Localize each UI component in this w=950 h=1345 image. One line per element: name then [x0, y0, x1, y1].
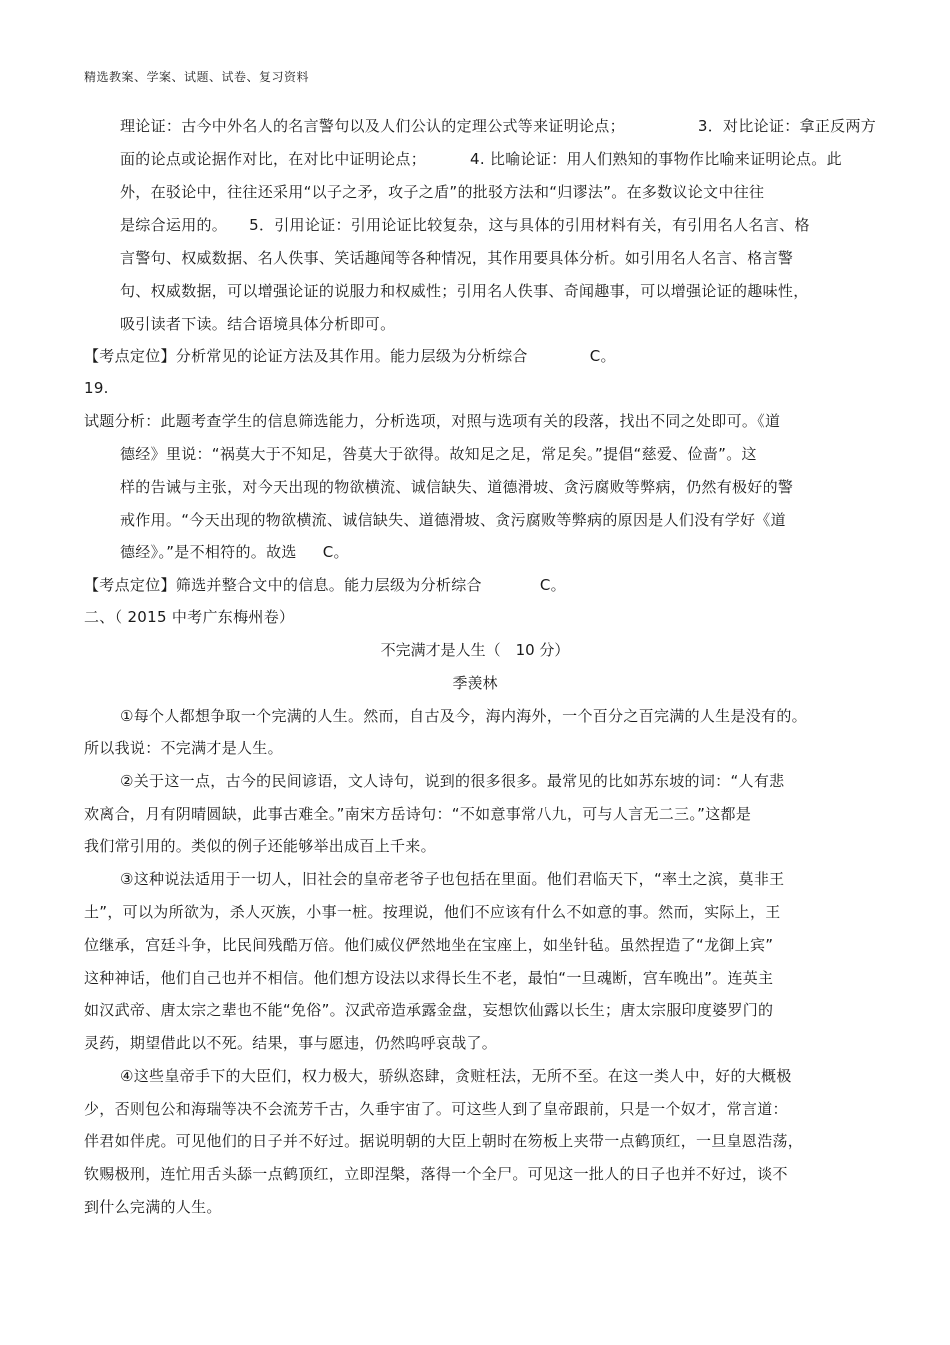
analysis-line: 德经》里说：“祸莫大于不知足，咎莫大于欲得。故知足之足，常足矣。”提倡“慈爱、俭啬”。这: [120, 445, 757, 463]
page-header: 精选教案、学案、试题、试卷、复习资料: [84, 70, 310, 84]
paragraph-line: 我们常引用的。类似的例子还能够举出成百上千来。: [84, 837, 436, 855]
paragraph-line: 钦赐极刑，连忙用舌头舔一点鹤顶红，立即涅槃，落得一个全尸。可见这一批人的日子也并不好过，谈不: [84, 1165, 788, 1183]
paragraph-line: ①每个人都想争取一个完满的人生。然而，自古及今，海内海外，一个百分之百完满的人生是没有的。: [120, 707, 807, 725]
section-heading: 二、（ 2015 中考广东梅州卷）: [84, 608, 295, 626]
analysis-line: 样的告诫与主张，对今天出现的物欲横流、诚信缺失、道德滑坡、贪污腐败等弊病，仍然有极好的警: [120, 478, 794, 496]
key-point-line: 【考点定位】筛选并整合文中的信息。能力层级为分析综合 C。: [84, 576, 566, 594]
analysis-line: 吸引读者下读。结合语境具体分析即可。: [120, 315, 396, 333]
paragraph-line: 所以我说：不完满才是人生。: [84, 739, 283, 757]
question-number: 19.: [84, 379, 109, 397]
analysis-line: 试题分析：此题考查学生的信息筛选能力，分析选项，对照与选项有关的段落，找出不同之处即可。《道: [84, 412, 781, 430]
analysis-line: 理论证：古今中外名人的名言警句以及人们公认的定理公式等来证明论点； 3．对比论证：拿正反两方: [120, 117, 877, 135]
analysis-line: 句、权威数据，可以增强论证的说服力和权威性；引用名人佚事、奇闻趣事，可以增强论证的趣味性，: [120, 282, 809, 300]
analysis-line: 面的论点或论据作对比，在对比中证明论点； 4. 比喻论证：用人们熟知的事物作比喻来证明论点。此: [120, 150, 842, 168]
key-point-line: 【考点定位】分析常见的论证方法及其作用。能力层级为分析综合 C。: [84, 347, 616, 365]
analysis-line: 是综合运用的。 5．引用论证：引用论证比较复杂，这与具体的引用材料有关，有引用名人名言、格: [120, 216, 810, 234]
paragraph-line: 少，否则包公和海瑞等决不会流芳千古，久垂宇宙了。可这些人到了皇帝跟前，只是一个奴才，常言道：: [84, 1100, 788, 1118]
analysis-line: 言警句、权威数据、名人佚事、笑话趣闻等各种情况，其作用要具体分析。如引用名人名言、格言警: [120, 249, 794, 267]
paragraph-line: ③这种说法适用于一切人，旧社会的皇帝老爷子也包括在里面。他们君临天下，“率土之滨，莫非王: [120, 870, 785, 888]
paragraph-line: 伴君如伴虎。可见他们的日子并不好过。据说明朝的大臣上朝时在笏板上夹带一点鹤顶红，一旦皇恩浩荡，: [84, 1132, 804, 1150]
paragraph-line: 这种神话，他们自己也并不相信。他们想方设法以求得长生不老，最怕“一旦魂断，宫车晚出”。连英主: [84, 969, 774, 987]
paragraph-line: 如汉武帝、唐太宗之辈也不能“免俗”。汉武帝造承露金盘，妄想饮仙露以长生；唐太宗服印度婆罗门的: [84, 1001, 774, 1019]
paragraph-line: 灵药，期望借此以不死。结果，事与愿违，仍然呜呼哀哉了。: [84, 1034, 498, 1052]
passage-author: 季羡林: [452, 674, 498, 692]
paragraph-line: 欢离合，月有阴晴圆缺，此事古难全。”南宋方岳诗句：“不如意事常八九，可与人言无二三。”这都是: [84, 805, 752, 823]
paragraph-line: 到什么完满的人生。: [84, 1198, 222, 1216]
analysis-line: 外，在驳论中，往往还采用“以子之矛，攻子之盾”的批驳方法和“归谬法”。在多数议论文中往往: [120, 183, 765, 201]
paragraph-line: ④这些皇帝手下的大臣们，权力极大，骄纵恣肆，贪赃枉法，无所不至。在这一类人中，好的大概极: [120, 1067, 792, 1085]
paragraph-line: 土”，可以为所欲为，杀人灭族，小事一桩。按理说，他们不应该有什么不如意的事。然而，实际上，王: [84, 903, 781, 921]
analysis-line: 戒作用。“今天出现的物欲横流、诚信缺失、道德滑坡、贪污腐败等弊病的原因是人们没有学好《道: [120, 511, 786, 529]
paragraph-line: ②关于这一点，古今的民间谚语，文人诗句，说到的很多很多。最常见的比如苏东坡的词：“人有悲: [120, 772, 785, 790]
paragraph-line: 位继承，宫廷斗争，比民间残酷万倍。他们威仪俨然地坐在宝座上，如坐针毡。虽然捏造了“龙御上宾”: [84, 936, 774, 954]
analysis-line: 德经》。”是不相符的。故选 C。: [120, 543, 349, 561]
passage-title: 不完满才是人生（ 10 分）: [380, 641, 570, 659]
